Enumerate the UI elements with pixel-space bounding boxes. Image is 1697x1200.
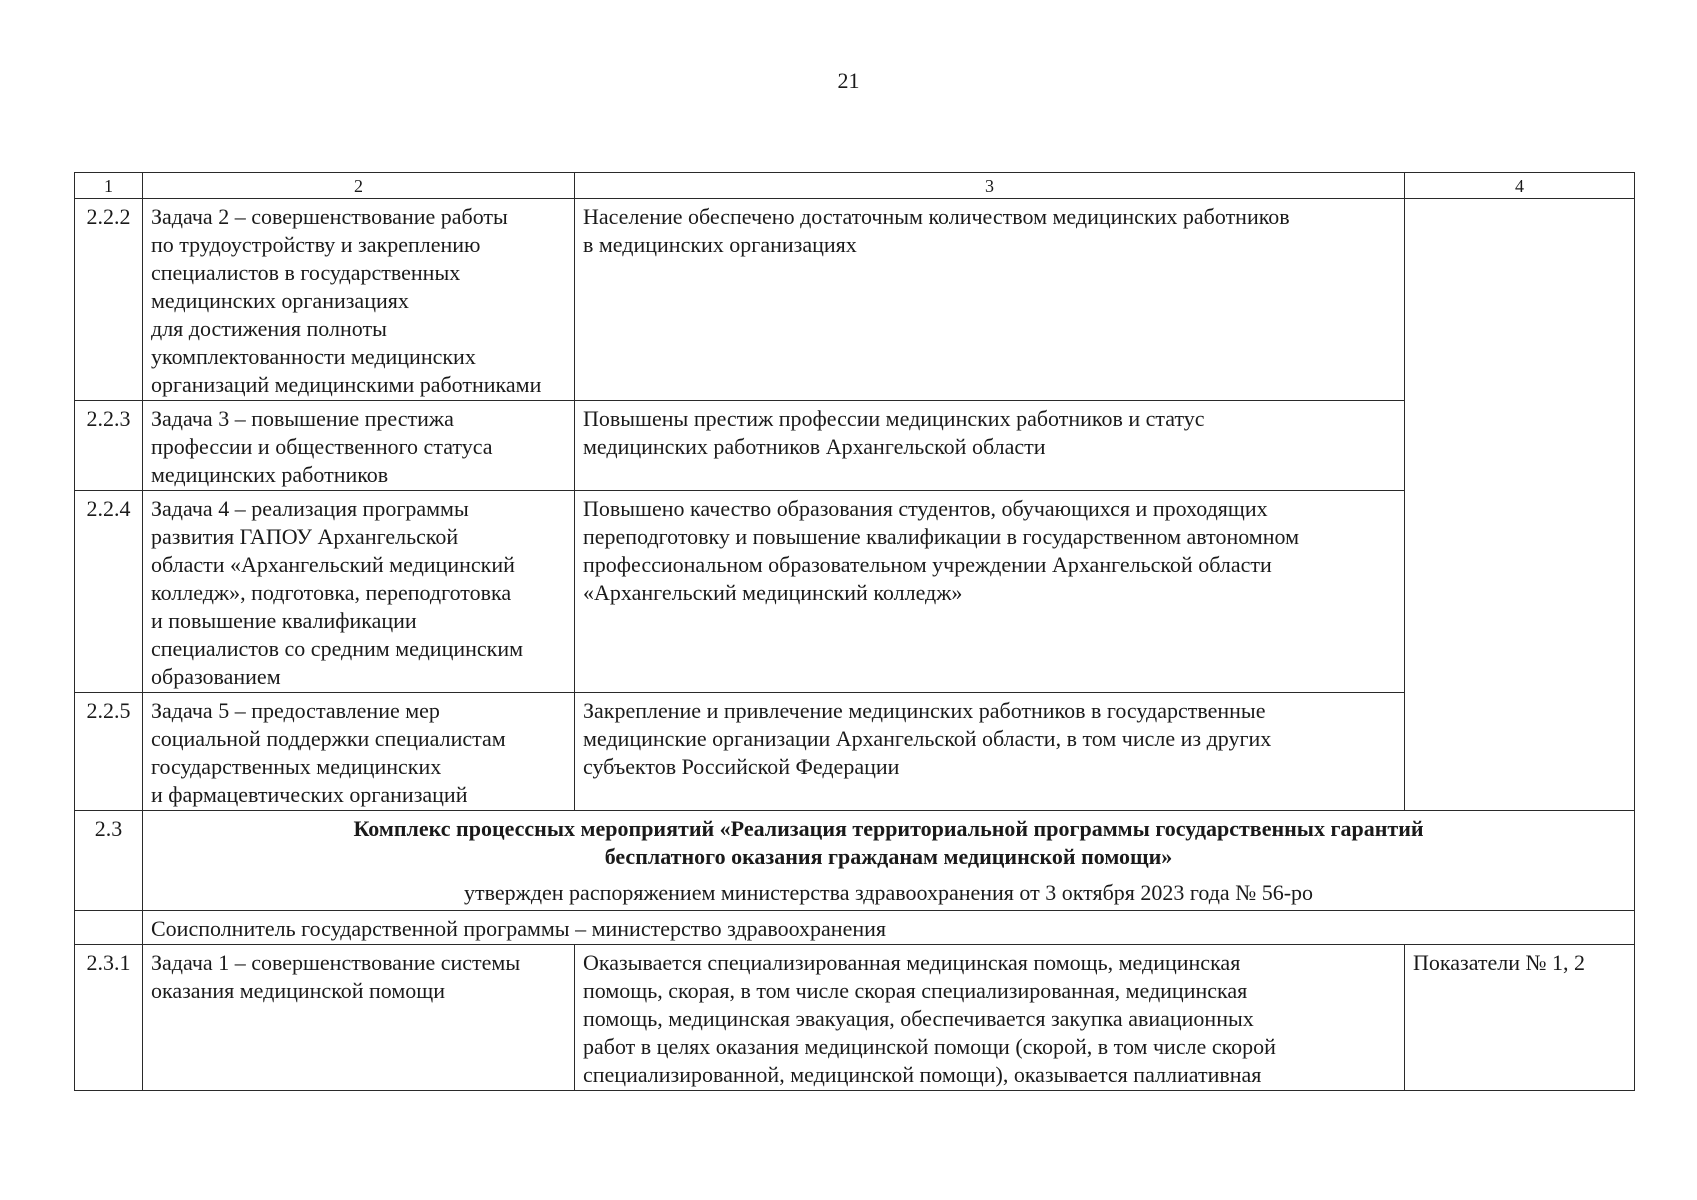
result-line: субъектов Российской Федерации [583,754,900,779]
task-line: медицинских организациях [151,288,409,313]
result-line: профессиональном образовательном учреждении Архангельской области [583,552,1272,577]
header-col-4: 4 [1405,173,1635,199]
task-cell [143,945,575,1091]
task-line: медицинских работников [151,462,389,487]
result-line: Повышено качество образования студентов, обучающихся и проходящих [583,496,1268,521]
section-approval-text: утвержден распоряжением министерства здравоохранения от 3 октября 2023 года № 56-ро [463,880,1314,905]
task-cell [143,199,575,401]
task-line: и фармацевтических организаций [151,782,468,807]
header-col-1: 1 [75,173,143,199]
row-number: 2.2.5 [75,693,143,811]
task-line: оказания медицинской помощи [151,978,446,1003]
result-cell [575,945,1405,1091]
result-line: Население обеспечено достаточным количеством медицинских работников [583,204,1290,229]
table-row [75,401,1635,491]
task-line: Задача 5 – предоставление мер [151,698,440,723]
task-line: государственных медицинских [151,754,442,779]
result-cell [575,401,1405,491]
task-line: образованием [151,664,281,689]
task-line: Задача 2 – совершенствование работы [151,204,508,229]
result-cell [575,693,1405,811]
result-line: специализированной, медицинской помощи), оказывается паллиативная [583,1062,1262,1087]
program-table [74,172,1635,1091]
result-line: медицинских работников Архангельской области [583,434,1046,459]
task-line: Задача 4 – реализация программы [151,496,469,521]
task-line: профессии и общественного статуса [151,434,493,459]
task-line: для достижения полноты [151,316,387,341]
task-line: колледж», подготовка, переподготовка [151,580,512,605]
result-line: переподготовку и повышение квалификации в государственном автономном [583,524,1299,549]
section-title [151,815,1626,871]
result-line: медицинские организации Архангельской области, в том числе из других [583,726,1272,751]
row-number: 2.2.4 [75,491,143,693]
result-line: помощь, медицинская эвакуация, обеспечивается закупка авиационных [583,1006,1254,1031]
result-line: Оказывается специализированная медицинская помощь, медицинская [583,950,1241,975]
result-line: работ в целях оказания медицинской помощи (скорой, в том числе скорой [583,1034,1276,1059]
task-line: по трудоустройству и закреплению [151,232,481,257]
task-line: специалистов в государственных [151,260,461,285]
table-row [75,693,1635,811]
header-col-3: 3 [575,173,1405,199]
indicator-cell: Показатели № 1, 2 [1405,945,1635,1091]
result-line: «Архангельский медицинский колледж» [583,580,963,605]
task-line: социальной поддержки специалистам [151,726,506,751]
row-number: 2.2.3 [75,401,143,491]
section-title-line: бесплатного оказания гражданам медицинской помощи» [604,844,1173,869]
task-line: специалистов со средним медицинским [151,636,524,661]
section-header-cell [143,811,1635,911]
result-cell [575,199,1405,401]
task-line: развития ГАПОУ Архангельской [151,524,459,549]
result-cell [575,491,1405,693]
table-row [75,491,1635,693]
task-cell [143,693,575,811]
result-line: в медицинских организациях [583,232,857,257]
section-number: 2.3 [75,811,143,911]
task-line: Задача 1 – совершенствование системы [151,950,521,975]
co-executor-text: Соисполнитель государственной программы – министерство здравоохранения [143,911,1635,945]
task-line: области «Архангельский медицинский [151,552,515,577]
task-line: и повышение квалификации [151,608,417,633]
task-cell [143,491,575,693]
table-header-row [75,173,1635,199]
indicator-cell-empty [1405,199,1635,811]
header-col-2: 2 [143,173,575,199]
task-line: организаций медицинскими работниками [151,372,542,397]
result-line: помощь, скорая, в том числе скорая специализированная, медицинская [583,978,1248,1003]
task-cell [143,401,575,491]
page-number: 21 [837,68,860,93]
row-number: 2.2.2 [75,199,143,401]
section-title-line: Комплекс процессных мероприятий «Реализация территориальной программы государственных гарантий [353,816,1424,841]
row-number: 2.3.1 [75,945,143,1091]
table-row [75,199,1635,401]
co-executor-number-empty [75,911,143,945]
task-line: Задача 3 – повышение престижа [151,406,454,431]
result-line: Повышены престиж профессии медицинских работников и статус [583,406,1205,431]
result-line: Закрепление и привлечение медицинских работников в государственные [583,698,1266,723]
co-executor-row [75,911,1635,945]
table-row [75,945,1635,1091]
section-row [75,811,1635,911]
task-line: укомплектованности медицинских [151,344,476,369]
